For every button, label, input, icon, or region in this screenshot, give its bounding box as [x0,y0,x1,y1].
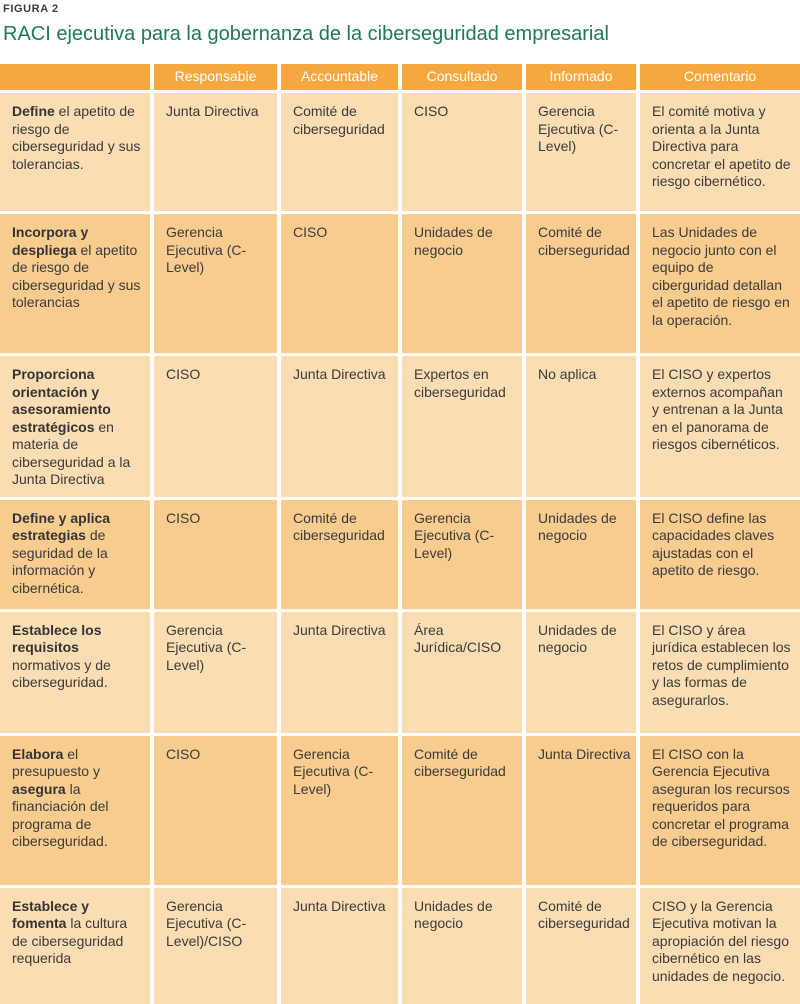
activity-text: el apetito de riesgo de ciberseguridad y sus tolerancias. [12,103,141,172]
informado-cell: No aplica [526,356,640,500]
figure-title: RACI ejecutiva para la gobernanza de la ciberseguridad empresarial [3,23,609,45]
activity-emphasis: Define y aplica estrategias [12,509,111,543]
table-row [0,93,800,214]
activity-emphasis: Establece y fomenta [12,897,90,931]
comentario-cell: CISO y la Gerencia Ejecutiva motivan la apropiación del riesgo cibernético en las unidades de negocio. [640,888,800,1004]
accountable-cell: Junta Directiva [281,888,402,1004]
responsable-cell: Gerencia Ejecutiva (C-Level) [154,612,281,736]
comentario-cell: El CISO define las capacidades claves ajustadas con el apetito de riesgo. [640,500,800,612]
responsable-cell: Gerencia Ejecutiva (C-Level)/CISO [154,888,281,1004]
responsable-cell: CISO [154,500,281,612]
accountable-cell: Comité de ciberseguridad [281,93,402,214]
responsable-cell: Gerencia Ejecutiva (C-Level) [154,214,281,356]
informado-cell: Gerencia Ejecutiva (C-Level) [526,93,640,214]
informado-cell: Junta Directiva [526,736,640,888]
activity-cell [0,214,154,356]
raci-table [0,64,800,1004]
informado-cell: Unidades de negocio [526,500,640,612]
table-row [0,612,800,736]
consultado-cell: CISO [402,93,526,214]
informado-cell: Comité de ciberseguridad [526,888,640,1004]
comentario-cell: El CISO y expertos externos acompañan y entrenan a la Junta en el panorama de riesgos cibernéticos. [640,356,800,500]
accountable-cell: Junta Directiva [281,356,402,500]
responsable-cell: Junta Directiva [154,93,281,214]
informado-cell: Comité de ciberseguridad [526,214,640,356]
table-header [0,64,800,93]
consultado-cell: Unidades de negocio [402,214,526,356]
activity-text: la financiación del programa de ciberseguridad. [12,780,109,849]
activity-text: de seguridad de la información y cibernética. [12,527,108,596]
activity-text: la cultura de ciberseguridad requerida [12,915,128,966]
activity-emphasis: Incorpora y despliega [12,224,89,258]
activity-emphasis: Establece los requisitos [12,621,102,655]
activity-text: normativos y de ciberseguridad. [12,656,111,690]
accountable-cell: Gerencia Ejecutiva (C-Level) [281,736,402,888]
informado-cell: Unidades de negocio [526,612,640,736]
accountable-cell: Junta Directiva [281,612,402,736]
activity-cell [0,93,154,214]
activity-cell [0,356,154,500]
table-row [0,500,800,612]
consultado-cell: Expertos en ciberseguridad [402,356,526,500]
table-row [0,214,800,356]
activity-cell [0,888,154,1004]
header-cell-informado: Informado [526,64,640,93]
header-cell-comentario: Comentario [640,64,800,93]
table-row [0,888,800,1004]
consultado-cell: Gerencia Ejecutiva (C-Level) [402,500,526,612]
activity-emphasis: Proporciona orientación y asesoramiento estratégicos [12,366,111,435]
header-cell-consultado: Consultado [402,64,526,93]
responsable-cell: CISO [154,736,281,888]
header-cell-responsable: Responsable [154,64,281,93]
comentario-cell: Las Unidades de negocio junto con el equipo de ciberguridad detallan el apetito de riesgo en la operación. [640,214,800,356]
activity-cell [0,612,154,736]
header-cell-accountable: Accountable [281,64,402,93]
activity-text: en materia de ciberseguridad a la Junta Directiva [12,418,131,487]
header-cell-activity [0,64,154,93]
comentario-cell: El CISO y área jurídica establecen los retos de cumplimiento y las formas de asegurarlos. [640,612,800,736]
table-body [0,93,800,1004]
figure-label: FIGURA 2 [3,3,59,15]
comentario-cell: El comité motiva y orienta a la Junta Directiva para concretar el apetito de riesgo cibernético. [640,93,800,214]
activity-emphasis: asegura [12,780,66,797]
activity-cell [0,500,154,612]
comentario-cell: El CISO con la Gerencia Ejecutiva aseguran los recursos requeridos para concretar el programa de ciberseguridad. [640,736,800,888]
activity-emphasis: Define [12,103,55,119]
activity-text: el apetito de riesgo de ciberseguridad y sus tolerancias [12,241,141,310]
responsable-cell: CISO [154,356,281,500]
consultado-cell: Unidades de negocio [402,888,526,1004]
table-row [0,736,800,888]
accountable-cell: CISO [281,214,402,356]
consultado-cell: Comité de ciberseguridad [402,736,526,888]
activity-cell [0,736,154,888]
activity-text: el presupuesto y [12,745,100,779]
activity-emphasis: Elabora [12,745,64,762]
accountable-cell: Comité de ciberseguridad [281,500,402,612]
table-row [0,356,800,500]
consultado-cell: Área Jurídica/CISO [402,612,526,736]
header-row [0,64,800,93]
